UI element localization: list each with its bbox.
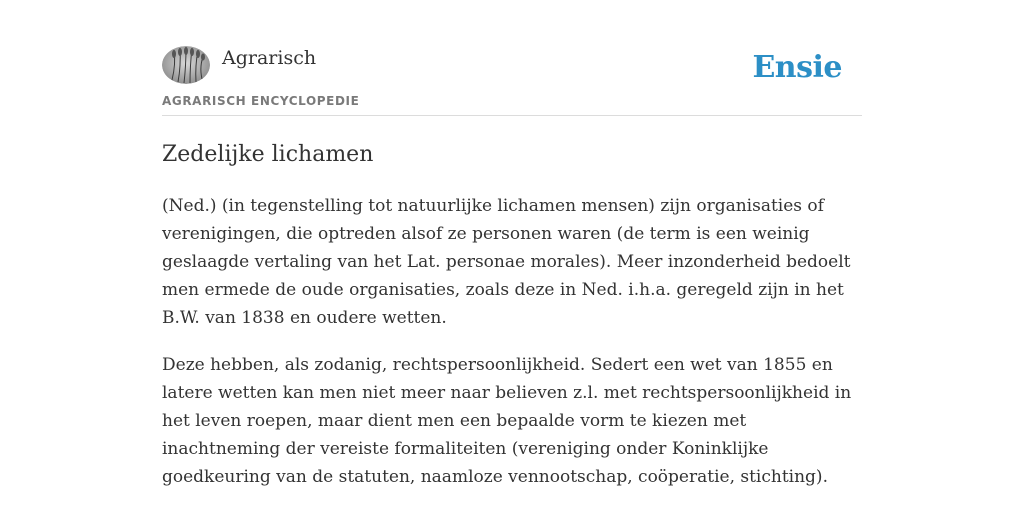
site-subtitle: AGRARISCH ENCYCLOPEDIE	[162, 94, 360, 108]
wheat-icon[interactable]	[162, 46, 210, 84]
paragraph: (Ned.) (in tegenstelling tot natuurlijke lichamen mensen) zijn organisaties of verenigingen, die optreden alsof ze personen waren (de term is een weinig geslaagde vertaling van het Lat. personae morales). Meer inzonderheid bedoelt men ermede de oude organisaties, zoals deze in Ned. i.h.a. geregeld zijn in het B.W. van 1838 en oudere wetten.	[162, 196, 851, 328]
brand-logo[interactable]: Ensie	[752, 50, 842, 85]
paragraph: Deze hebben, als zodanig, rechtspersoonlijkheid. Sedert een wet van 1855 en latere wetten kan men niet meer naar believen z.l. met rechtspersoonlijkheid in het leven roepen, maar dient men een bepaalde vorm te kiezen met inachtneming der vereiste formaliteiten (vereniging onder Koninklijke goedkeuring van de statuten, naamloze vennootschap, coöperatie, stichting).	[162, 355, 852, 487]
article-body	[162, 192, 862, 510]
page-title: Zedelijke lichamen	[162, 142, 374, 167]
site-name[interactable]: Agrarisch	[222, 47, 317, 69]
header-divider	[162, 115, 862, 116]
site-header	[162, 46, 862, 116]
